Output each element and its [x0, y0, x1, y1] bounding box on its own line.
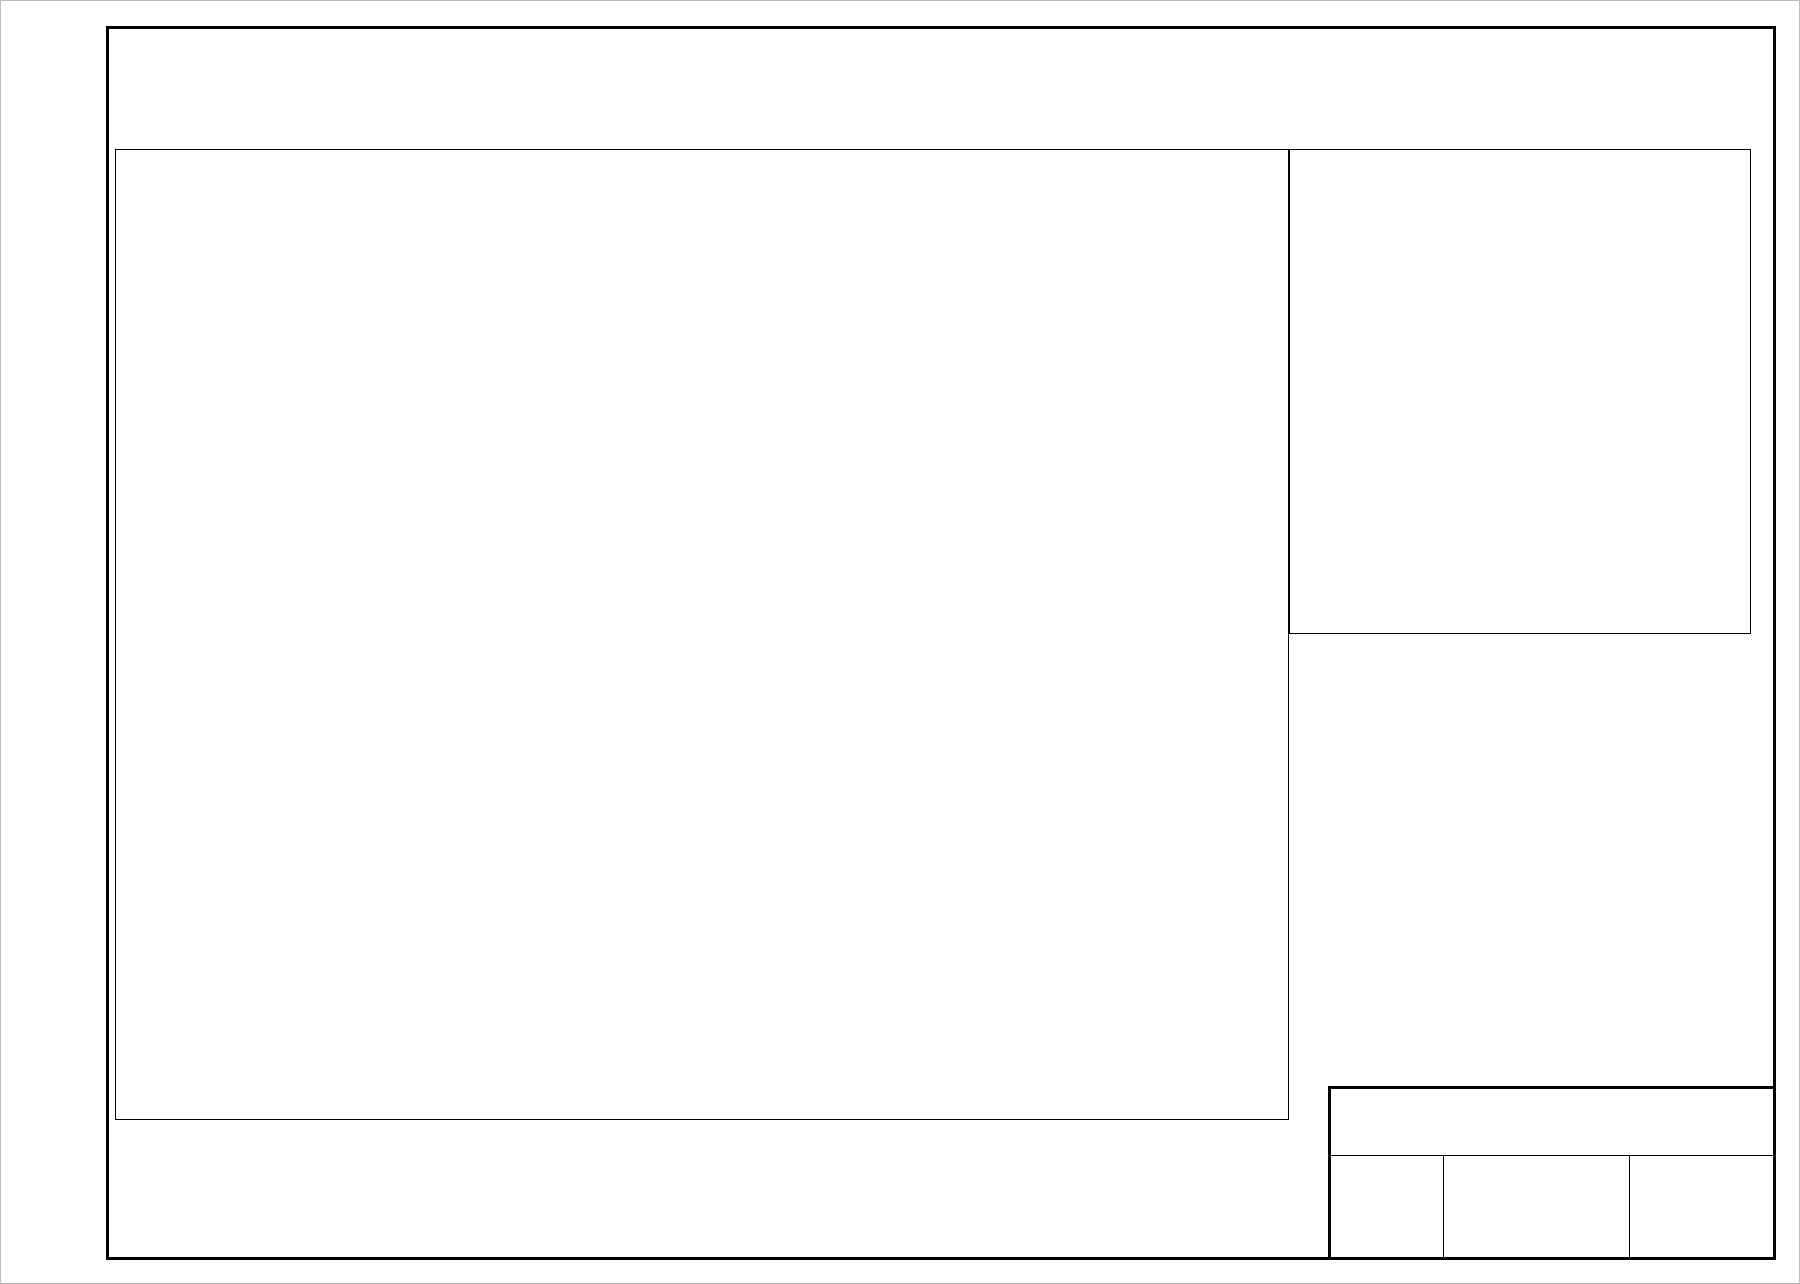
spec-table — [115, 149, 1289, 1120]
basement-waterproof-table — [1289, 149, 1751, 634]
title-block — [1328, 1086, 1776, 1260]
